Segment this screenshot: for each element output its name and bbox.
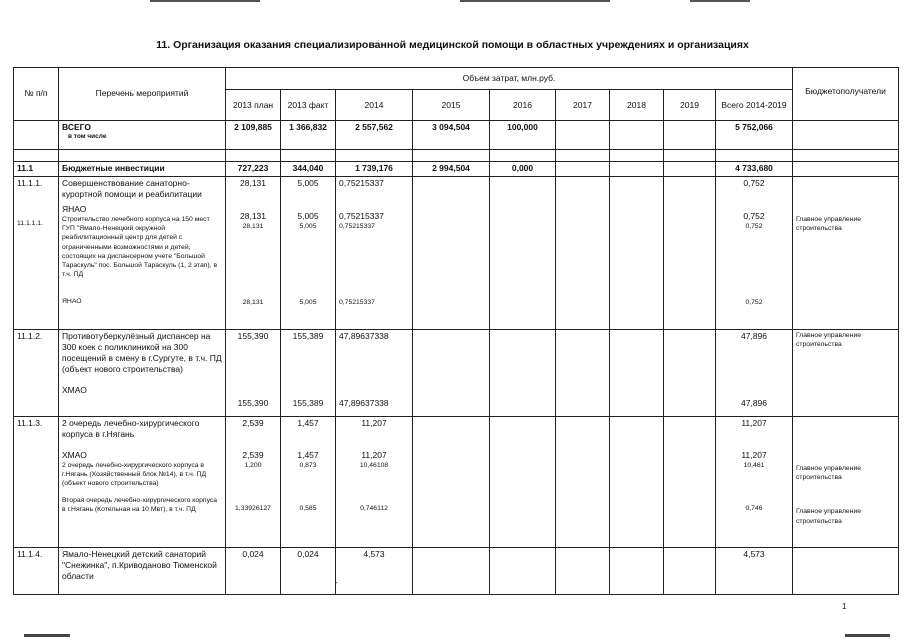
- row-11-1-4-name: Ямало-Ненецкий детский санаторий "Снежинка", п.Криводаново Тюменской области: [59, 548, 226, 595]
- table-spacer-1: [14, 150, 899, 162]
- row-11-1-2-hmao-total: 47,896: [741, 398, 767, 409]
- row-11-1-1-1-yanao-total: 0,752: [745, 299, 763, 307]
- row-11-1-2-hmao-label: ХМАО: [62, 385, 87, 396]
- row-11-1-1-yanao-2014: 0,75215337: [339, 211, 384, 222]
- row-11-1-2014: 1 739,176: [336, 162, 413, 177]
- row-11-1-3-b-name: Вторая очередь лечебно-хирургического корпуса в г.Нягань (Котельная на 10 Мвт), в т.ч. ПД: [62, 496, 218, 513]
- row-11-1-2-hmao-2014: 47,89637338: [339, 398, 389, 409]
- row-11-1-3-2014-value: 11,207: [361, 418, 387, 428]
- row-11-1-3-total-value: 11,207: [741, 418, 767, 428]
- row-11-1-1-yanao-plan: 28,131: [240, 211, 266, 222]
- row-11-1-2-plan-value: 155,390: [237, 331, 269, 341]
- header-2019: 2019: [664, 90, 716, 121]
- header-row-1: [14, 68, 899, 90]
- row-11-1-1-1-yanao-label: ЯНАО: [62, 298, 82, 306]
- header-volume: Объем затрат, млн.руб.: [226, 68, 793, 90]
- row-11-1-2-num: 11.1.2.: [14, 330, 59, 417]
- scan-edge-top-2: [460, 0, 610, 2]
- row-11-1-3-num: 11.1.3.: [14, 417, 59, 548]
- header-2015: 2015: [413, 90, 490, 121]
- row-11-1-3-hmao-total: 11,207: [741, 450, 767, 461]
- row-11-1-plan: 727,223: [226, 162, 281, 177]
- row-11-1-1-plan-value: 28,131: [240, 178, 266, 188]
- vsego-2016: 100,000: [490, 121, 556, 150]
- row-11-1-fact: 344,040: [281, 162, 336, 177]
- row-11-1-2-name: [59, 330, 226, 417]
- row-11-1-name: Бюджетные инвестиции: [59, 162, 226, 177]
- row-11-1-3-recipient: [793, 417, 899, 548]
- row-11-1-4-num: 11.1.4.: [14, 548, 59, 595]
- table-row-11-1-1: [14, 177, 899, 330]
- vsego-fact: 1 366,832: [281, 121, 336, 150]
- row-11-1-2-2014-value: 47,89637338: [339, 331, 389, 341]
- row-11-1-3-name-text: 2 очередь лечебно-хирургического корпуса в г.Нягань: [62, 418, 200, 440]
- row-11-1-1-1-yanao-2014: 0,75215337: [339, 299, 375, 307]
- row-11-1-4-fact: 0,024: [281, 548, 336, 595]
- row-11-1-1-1-yanao-plan: 28,131: [242, 299, 264, 307]
- row-11-1-1-fact: [281, 177, 336, 330]
- row-11-1-3-plan-value: 2,539: [242, 418, 264, 428]
- vsego-label: ВСЕГО: [62, 122, 91, 132]
- header-list: Перечень мероприятий: [59, 68, 226, 121]
- row-11-1-1-2014-value: 0,75215337: [339, 178, 384, 188]
- row-11-1-2-fact-value: 155,389: [292, 331, 324, 341]
- row-11-1-4-2014: 4,573: [336, 548, 413, 595]
- row-11-1-total: 4 733,680: [716, 162, 793, 177]
- header-2017: 2017: [556, 90, 610, 121]
- row-11-1-1-num: [14, 177, 59, 330]
- header-2013-fact: 2013 факт: [281, 90, 336, 121]
- row-11-1-3-a-plan: 1,200: [244, 462, 262, 470]
- row-11-1-1-yanao-label: ЯНАО: [62, 204, 87, 215]
- row-11-1-1-num-text: 11.1.1.: [17, 178, 43, 188]
- row-11-1-1-2014: [336, 177, 413, 330]
- scan-edge-bottom-2: [845, 634, 890, 637]
- vsego-2015: 3 094,504: [413, 121, 490, 150]
- row-11-1-2-hmao-fact: 155,389: [292, 398, 324, 409]
- row-11-1-1-total: [716, 177, 793, 330]
- scan-edge-top-3: [690, 0, 750, 2]
- row-11-1-1-recipient: [793, 177, 899, 330]
- row-11-1-1-plan: [226, 177, 281, 330]
- row-11-1-3-total: [716, 417, 793, 548]
- row-11-1-2-plan: [226, 330, 281, 417]
- row-11-1-1-1-yanao-fact: 5,005: [299, 299, 317, 307]
- row-11-1-3-hmao-plan: 2,539: [242, 450, 264, 461]
- row-11-1-3-hmao-fact: 1,457: [297, 450, 319, 461]
- vsego-2014: 2 557,562: [336, 121, 413, 150]
- row-11-1-1-1-name-text: Строительство лечебного корпуса на 150 мест ГУП "Ямало-Ненецкий окружной реабилитационный центр для детей с ограниченными возможностями и детей, состоящих на диспансерном учете "Большой Тараскуль" пос. Большой Тараскуль (1, 2 этап), в т.ч. ПД: [62, 216, 218, 279]
- header-2016: 2016: [490, 90, 556, 121]
- row-11-1-1-name-text: Совершенствование санаторно-курортной помощи и реабилитации: [62, 178, 202, 200]
- row-11-1-3-name: [59, 417, 226, 548]
- expenditure-table: [13, 67, 899, 595]
- table-row-11-1-4: [14, 548, 899, 595]
- row-11-1-3-b-fact: 0,585: [299, 505, 317, 513]
- row-11-1-2-recipient: Главное управление строительства: [793, 330, 899, 417]
- vsego-sublabel: в том числе: [68, 133, 107, 141]
- row-11-1-1-name: [59, 177, 226, 330]
- table-row-vsego: [14, 121, 899, 150]
- vsego-plan: 2 109,885: [226, 121, 281, 150]
- vsego-total: 5 752,066: [716, 121, 793, 150]
- row-11-1-1-total-value: 0,752: [743, 178, 765, 188]
- row-11-1-2-hmao-plan: 155,390: [237, 398, 269, 409]
- header-2013-plan: 2013 план: [226, 90, 281, 121]
- row-11-1-3-a-total: 10,461: [743, 462, 765, 470]
- row-11-1-2016: 0,000: [490, 162, 556, 177]
- row-11-1-3-fact-value: 1,457: [297, 418, 319, 428]
- row-11-1-3-b-total: 0,746: [745, 505, 763, 513]
- page-title: 11. Организация оказания специализированной медицинской помощи в областных учреждениях и организациях: [156, 39, 749, 51]
- row-11-1-2015: 2 994,504: [413, 162, 490, 177]
- row-11-1-1-1-plan: 28,131: [242, 223, 264, 231]
- row-11-1-num: 11.1: [14, 162, 59, 177]
- row-11-1-3-hmao-2014: 11,207: [361, 450, 387, 461]
- row-11-1-1-1-2014: 0,75215337: [339, 223, 375, 231]
- row-11-1-3-hmao-label: ХМАО: [62, 450, 87, 461]
- table-row-11-1-2: [14, 330, 899, 417]
- row-11-1-2-fact: [281, 330, 336, 417]
- row-11-1-3-b-recipient: Главное управление строительства: [796, 508, 862, 525]
- row-11-1-2-total-value: 47,896: [741, 331, 767, 341]
- row-11-1-1-fact-value: 5,005: [297, 178, 319, 188]
- header-2018: 2018: [610, 90, 664, 121]
- row-11-1-1-yanao-fact: 5,005: [297, 211, 319, 222]
- row-11-1-3-a-recipient: Главное управление строительства: [796, 465, 862, 482]
- row-11-1-4-total: 4,573: [716, 548, 793, 595]
- header-num: № п/п: [14, 68, 59, 121]
- row-11-1-2-2014: [336, 330, 413, 417]
- row-11-1-1-1-total: 0,752: [745, 223, 763, 231]
- row-11-1-3-a-fact: 0,873: [299, 462, 317, 470]
- header-2014: 2014: [336, 90, 413, 121]
- row-11-1-1-yanao-total: 0,752: [743, 211, 765, 222]
- row-11-1-1-1-recipient: Главное управление строительства: [796, 216, 862, 233]
- scan-edge-bottom-1: [24, 634, 70, 637]
- scan-edge-top-1: [150, 0, 260, 2]
- row-11-1-2-name-text: Противотуберкулёзный диспансер на 300 коек с поликлиникой на 300 посещений в смену в г.Сургуте, в т.ч. ПД (объект нового строительства): [62, 331, 222, 375]
- row-11-1-4-plan: 0,024: [226, 548, 281, 595]
- row-11-1-3-a-name: 2 очередь лечебно-хирургического корпуса в г.Нягань (Хозяйственный блок №14), в т.ч. ПД (объект нового строительства): [62, 462, 207, 488]
- header-total: Всего 2014-2019: [716, 90, 793, 121]
- row-11-1-3-b-plan: 1,33926127: [235, 505, 271, 513]
- page-number: 1: [842, 602, 847, 611]
- row-11-1-2-total: [716, 330, 793, 417]
- table-row-11-1: [14, 162, 899, 177]
- row-11-1-3-b-2014: 0,746112: [360, 505, 388, 513]
- header-recipients: Бюджетополучатели: [793, 68, 899, 121]
- stray-mark: -: [335, 578, 338, 587]
- table-row-11-1-3: [14, 417, 899, 548]
- row-11-1-3-plan: [226, 417, 281, 548]
- row-11-1-3-fact: [281, 417, 336, 548]
- row-11-1-1-1-num-text: 11.1.1.1.: [17, 220, 43, 228]
- row-11-1-3-2014: [336, 417, 413, 548]
- row-11-1-1-1-fact: 5,005: [299, 223, 317, 231]
- row-11-1-3-a-2014: 10,46108: [359, 462, 389, 470]
